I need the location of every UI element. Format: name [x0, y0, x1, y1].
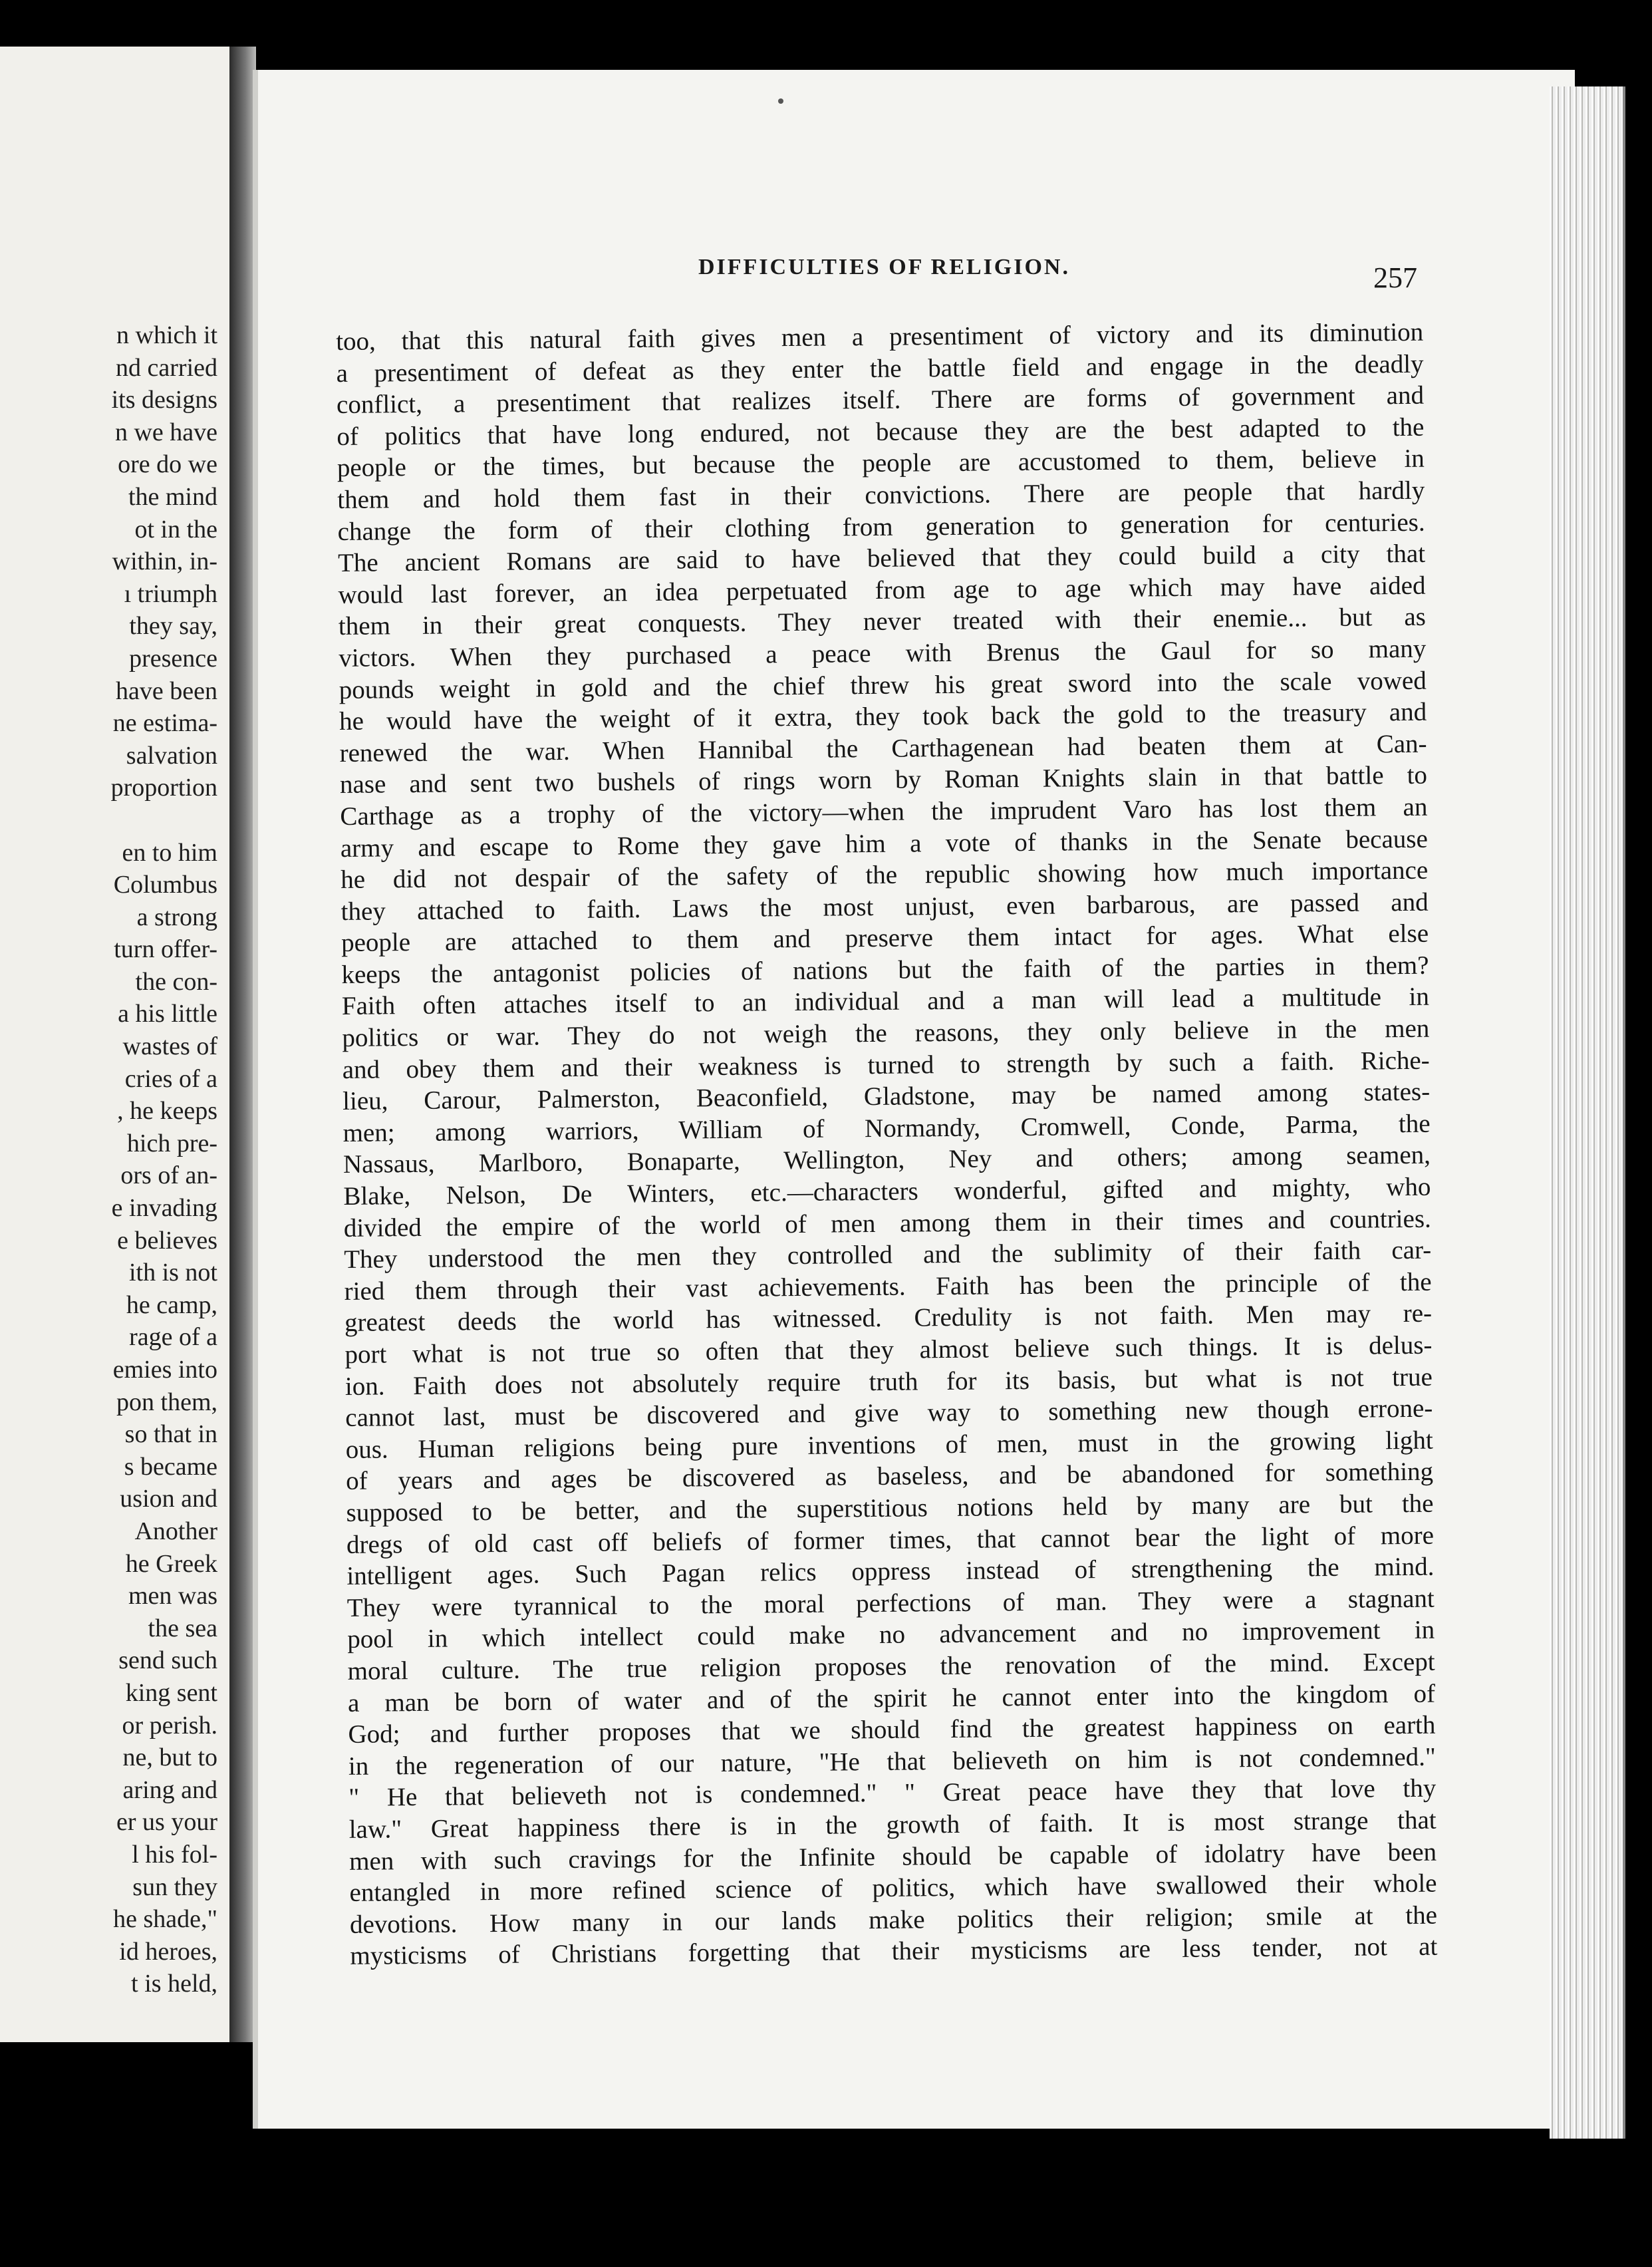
left-page-line: s became	[124, 1452, 217, 1481]
left-page-line: rage of a	[129, 1323, 217, 1352]
text-line: renewed the war. When Hannibal the Carthagenean had beaten them at Can-	[339, 729, 1427, 768]
text-line: " He that believeth not is condemned." " Great peace have they that love thy	[348, 1773, 1437, 1813]
text-line: victors. When they purchased a peace with Brenus the Gaul for so many	[339, 634, 1427, 673]
left-page-line: nd carried	[116, 353, 217, 382]
text-line: devotions. How many in our lands make politics their religion; smile at the	[349, 1900, 1438, 1939]
text-line: The ancient Romans are said to have believed that they could build a city that	[337, 539, 1426, 578]
left-page-line: Another	[134, 1517, 217, 1545]
text-line: in the regeneration of our nature, "He that believeth on him is not condemned."	[348, 1742, 1437, 1781]
left-page-line: a his little	[118, 1000, 217, 1028]
left-page-line: have been	[116, 677, 217, 705]
left-page-line: ne, but to	[122, 1743, 217, 1772]
left-page-line: pon them,	[116, 1388, 217, 1416]
text-line: them in their great conquests. They never treated with their enemie... but as	[338, 603, 1427, 641]
text-line: ried them through their vast achievements. Faith has been the principle of the	[344, 1267, 1432, 1306]
text-line: intelligent ages. Such Pagan relics oppress instead of strengthening the mind.	[346, 1552, 1435, 1591]
left-page-line: ore do we	[118, 450, 217, 479]
text-line: mysticisms of Christians forgetting that their mysticisms are less tender, not at	[350, 1932, 1438, 1971]
text-line: entangled in more refined science of politics, which have swallowed their whole	[349, 1869, 1437, 1908]
text-line: Carthage as a trophy of the victory—when the imprudent Varo has lost them an	[340, 792, 1428, 831]
text-line: a presentiment of defeat as they enter the battle field and engage in the deadly	[336, 349, 1424, 388]
left-page-line: emies into	[112, 1356, 217, 1384]
text-line: conflict, a presentiment that realizes itself. There are forms of government and	[336, 380, 1425, 420]
left-page-line: he Greek	[125, 1549, 217, 1578]
text-line: keeps the antagonist policies of nations but the faith of the parties in them?	[341, 951, 1429, 989]
left-page-line: usion and	[120, 1485, 217, 1513]
left-page-line: within, in-	[112, 547, 217, 576]
text-line: change the form of their clothing from generation to generation for centuries.	[337, 508, 1425, 546]
left-page-line: aring and	[122, 1775, 217, 1804]
text-line: moral culture. The true religion proposes the renovation of the mind. Except	[347, 1647, 1435, 1686]
left-page-line: sun they	[132, 1873, 217, 1901]
left-page-line: wastes of	[122, 1032, 217, 1061]
page-number: 257	[1373, 261, 1417, 294]
left-page-line: er us your	[116, 1808, 217, 1837]
left-page-line	[0, 804, 217, 837]
text-line: greatest deeds the world has witnessed. Credulity is not faith. Men may re-	[344, 1299, 1433, 1338]
left-page-line: he shade,"	[113, 1905, 217, 1934]
text-line: They were tyrannical to the moral perfections of man. They were a stagnant	[346, 1584, 1435, 1622]
page-edges	[1550, 86, 1625, 2139]
text-line: Blake, Nelson, De Winters, etc.—characters wonderful, gifted and mighty, who	[343, 1172, 1431, 1211]
left-page-line: so that in	[124, 1420, 217, 1449]
left-page-line: the con-	[135, 967, 217, 996]
left-page-line: presence	[129, 644, 217, 673]
left-page-line: n we have	[114, 418, 217, 446]
text-line: men; among warriors, William of Normandy, Cromwell, Conde, Parma, the	[343, 1109, 1431, 1147]
text-line: people are attached to them and preserve them intact for ages. What else	[341, 919, 1429, 958]
left-page-line: he camp,	[126, 1290, 217, 1319]
text-line: pounds weight in gold and the chief threw his great sword into the scale vowed	[339, 666, 1427, 704]
text-line: God; and further proposes that we should find the greatest happiness on earth	[348, 1710, 1436, 1749]
text-line: pool in which intellect could make no advancement and no improvement in	[347, 1616, 1435, 1654]
left-page-line: en to him	[122, 838, 217, 867]
text-line: they attached to faith. Laws the most unjust, even barbarous, are passed and	[341, 887, 1429, 926]
text-line: nase and sent two bushels of rings worn by Roman Knights slain in that battle to	[339, 761, 1428, 800]
left-page-line: , he keeps	[117, 1097, 217, 1126]
left-page-line: l his fol-	[132, 1840, 217, 1869]
left-page-line: ne estima-	[112, 709, 217, 738]
text-line: ous. Human religions being pure inventions of men, must in the growing light	[345, 1426, 1433, 1464]
text-line: of politics that have long endured, not because they are the best adapted to the	[337, 412, 1425, 451]
left-page-line: n which it	[116, 321, 217, 349]
left-page-line: send such	[118, 1646, 217, 1675]
text-line: cannot last, must be discovered and give way to something new though errone-	[345, 1394, 1433, 1433]
left-page-line: hich pre-	[126, 1129, 217, 1157]
left-page-text	[0, 319, 217, 2000]
text-line: of years and ages be discovered as baseless, and be abandoned for something	[345, 1457, 1434, 1496]
text-line: and obey them and their weakness is turned to strength by such a faith. Riche-	[342, 1046, 1430, 1084]
text-line: would last forever, an idea perpetuated from age to age which may have aided	[338, 571, 1426, 609]
text-line: supposed to be better, and the superstitious notions held by many are but the	[346, 1489, 1434, 1527]
left-page-line: e invading	[111, 1194, 217, 1223]
left-page-line: ı triumph	[124, 579, 217, 608]
left-page-line: proportion	[110, 774, 217, 802]
left-page-line: salvation	[126, 741, 217, 770]
text-line: army and escape to Rome they gave him a vote of thanks in the Senate because	[340, 824, 1428, 863]
body-text	[336, 317, 1438, 1972]
text-line: he would have the weight of it extra, they took back the gold to the treasury and	[339, 697, 1427, 736]
left-page-line: id heroes,	[119, 1937, 217, 1966]
left-page-line: e believes	[117, 1226, 217, 1255]
text-line: dregs of old cast off beliefs of former times, that cannot bear the light of more	[346, 1521, 1435, 1559]
text-line: them and hold them fast in their convictions. There are people that hardly	[337, 476, 1425, 514]
left-page-line: ot in the	[134, 515, 217, 543]
text-line: Faith often attaches itself to an individual and a man will lead a multitude in	[341, 982, 1430, 1021]
text-line: lieu, Carour, Palmerston, Beaconfield, Gladstone, may be named among states-	[342, 1077, 1431, 1116]
text-line: Nassaus, Marlboro, Bonaparte, Wellington, Ney and others; among seamen,	[343, 1141, 1431, 1179]
left-page	[0, 47, 236, 2042]
left-page-line: the mind	[128, 482, 217, 511]
text-line: politics or war. They do not weigh the reasons, they only believe in the men	[342, 1014, 1430, 1053]
left-page-line: men was	[128, 1582, 217, 1610]
left-page-line: or perish.	[122, 1711, 217, 1739]
text-line: port what is not true so often that they almost believe such things. It is delus-	[344, 1330, 1433, 1369]
text-line: a man be born of water and of the spirit he cannot enter into the kingdom of	[347, 1679, 1436, 1718]
left-page-line: ith is not	[128, 1259, 217, 1287]
left-page-line: its designs	[111, 386, 217, 414]
text-line: They understood the men they controlled and the sublimity of their faith car-	[344, 1235, 1432, 1275]
left-page-line: cries of a	[124, 1064, 217, 1093]
text-line: he did not despair of the safety of the republic showing how much importance	[341, 855, 1429, 895]
text-line: law." Great happiness there is in the growth of faith. It is most strange that	[348, 1805, 1437, 1844]
left-page-line: they say,	[129, 612, 217, 641]
left-page-line: turn offer-	[114, 935, 217, 964]
left-page-line: king sent	[125, 1678, 217, 1707]
text-line: too, that this natural faith gives men a presentiment of victory and its diminution	[336, 317, 1424, 356]
left-page-line: Columbus	[113, 871, 217, 899]
left-page-line: t is held,	[131, 1970, 217, 1998]
text-line: divided the empire of the world of men among them in their times and countries.	[343, 1204, 1431, 1243]
text-line: ion. Faith does not absolutely require truth for its basis, but what is not true	[344, 1362, 1433, 1401]
left-page-line: ors of an-	[120, 1161, 217, 1190]
running-head: DIFFICULTIES OF RELIGION.	[698, 255, 1070, 279]
book-gutter	[229, 47, 256, 2042]
left-page-line: a strong	[136, 903, 217, 931]
text-line: men with such cravings for the Infinite should be capable of idolatry have been	[348, 1837, 1437, 1876]
text-line: people or the times, but because the people are accustomed to them, believe in	[337, 444, 1425, 483]
left-page-line: the sea	[148, 1614, 217, 1642]
page-speck	[778, 98, 783, 104]
